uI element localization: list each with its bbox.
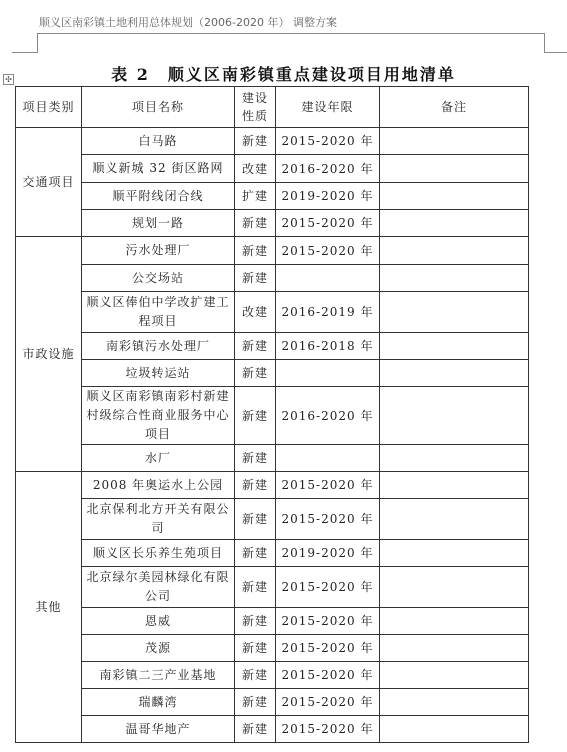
period-cell: 2016-2018 年 (276, 333, 380, 360)
table-row (16, 499, 529, 540)
table-row (16, 472, 529, 499)
col-header-nature: 建设性质 (235, 87, 276, 128)
nature-cell: 新建 (235, 540, 276, 567)
name-cell: 顺义区南彩镇南彩村新建村级综合性商业服务中心项目 (82, 387, 235, 445)
category-cell: 其他 (16, 472, 82, 743)
name-cell: 顺义区长乐养生苑项目 (82, 540, 235, 567)
period-cell: 2016-2019 年 (276, 292, 380, 333)
table-row (16, 716, 529, 743)
name-cell: 恩威 (82, 608, 235, 635)
name-cell: 规划一路 (82, 210, 235, 237)
name-cell: 顺平附线闭合线 (82, 183, 235, 210)
nature-cell: 新建 (235, 265, 276, 292)
name-cell: 瑞麟湾 (82, 689, 235, 716)
note-cell (380, 567, 529, 608)
name-cell: 白马路 (82, 128, 235, 155)
nature-cell: 新建 (235, 210, 276, 237)
table-row (16, 333, 529, 360)
period-cell: 2015-2020 年 (276, 210, 380, 237)
col-header-period: 建设年限 (276, 87, 380, 128)
note-cell (380, 662, 529, 689)
note-cell (380, 265, 529, 292)
note-cell (380, 472, 529, 499)
period-cell: 2016-2020 年 (276, 155, 380, 183)
col-header-name: 项目名称 (82, 87, 235, 128)
period-cell: 2015-2020 年 (276, 472, 380, 499)
move-anchor-icon[interactable]: ✣ (3, 74, 14, 85)
crop-mark-right (544, 33, 567, 53)
name-cell: 垃圾转运站 (82, 360, 235, 387)
nature-cell: 新建 (235, 716, 276, 743)
table-row (16, 360, 529, 387)
table-header-row (16, 87, 529, 128)
name-cell: 顺义区俸伯中学改扩建工程项目 (82, 292, 235, 333)
period-cell: 2019-2020 年 (276, 183, 380, 210)
col-header-category: 项目类别 (16, 87, 82, 128)
table-row (16, 608, 529, 635)
note-cell (380, 540, 529, 567)
note-cell (380, 128, 529, 155)
name-cell: 北京保利北方开关有限公司 (82, 499, 235, 540)
period-cell: 2016-2020 年 (276, 387, 380, 445)
note-cell (380, 237, 529, 265)
nature-cell: 扩建 (235, 183, 276, 210)
category-cell: 交通项目 (16, 128, 82, 237)
note-cell (380, 445, 529, 472)
nature-cell: 新建 (235, 567, 276, 608)
period-cell: 2015-2020 年 (276, 237, 380, 265)
nature-cell: 新建 (235, 499, 276, 540)
table-row (16, 445, 529, 472)
crop-mark-left (12, 33, 38, 53)
name-cell: 污水处理厂 (82, 237, 235, 265)
header-rule (37, 33, 545, 34)
period-cell: 2015-2020 年 (276, 567, 380, 608)
category-cell: 市政设施 (16, 237, 82, 472)
name-cell: 南彩镇污水处理厂 (82, 333, 235, 360)
running-header: 顺义区南彩镇土地利用总体规划（2006-2020 年） 调整方案 (39, 16, 337, 29)
note-cell (380, 499, 529, 540)
table-row (16, 155, 529, 183)
table-row (16, 567, 529, 608)
nature-cell: 新建 (235, 387, 276, 445)
name-cell: 顺义新城 32 街区路网 (82, 155, 235, 183)
note-cell (380, 183, 529, 210)
nature-cell: 新建 (235, 662, 276, 689)
name-cell: 水厂 (82, 445, 235, 472)
period-cell: 2015-2020 年 (276, 716, 380, 743)
period-cell: 2015-2020 年 (276, 499, 380, 540)
period-cell: 2015-2020 年 (276, 608, 380, 635)
note-cell (380, 689, 529, 716)
name-cell: 2008 年奥运水上公园 (82, 472, 235, 499)
nature-cell: 新建 (235, 472, 276, 499)
note-cell (380, 333, 529, 360)
table-row (16, 540, 529, 567)
nature-cell: 新建 (235, 237, 276, 265)
period-cell: 2015-2020 年 (276, 662, 380, 689)
name-cell: 茂源 (82, 635, 235, 662)
note-cell (380, 360, 529, 387)
table-row (16, 265, 529, 292)
period-cell (276, 265, 380, 292)
period-cell (276, 360, 380, 387)
nature-cell: 改建 (235, 155, 276, 183)
name-cell: 北京绿尔美园林绿化有限公司 (82, 567, 235, 608)
nature-cell: 新建 (235, 445, 276, 472)
period-cell: 2015-2020 年 (276, 128, 380, 155)
table-row (16, 292, 529, 333)
period-cell: 2015-2020 年 (276, 689, 380, 716)
nature-cell: 新建 (235, 360, 276, 387)
nature-cell: 改建 (235, 292, 276, 333)
table-row (16, 635, 529, 662)
note-cell (380, 292, 529, 333)
nature-cell: 新建 (235, 608, 276, 635)
table-row (16, 237, 529, 265)
table-row (16, 183, 529, 210)
note-cell (380, 635, 529, 662)
note-cell (380, 387, 529, 445)
table-title: 表 2 顺义区南彩镇重点建设项目用地清单 (111, 65, 456, 84)
col-header-note: 备注 (380, 87, 529, 128)
period-cell (276, 445, 380, 472)
table-row (16, 128, 529, 155)
note-cell (380, 210, 529, 237)
nature-cell: 新建 (235, 689, 276, 716)
table-row (16, 210, 529, 237)
nature-cell: 新建 (235, 635, 276, 662)
note-cell (380, 155, 529, 183)
project-table (15, 86, 529, 743)
nature-cell: 新建 (235, 333, 276, 360)
table-row (16, 387, 529, 445)
period-cell: 2015-2020 年 (276, 635, 380, 662)
table-body (16, 128, 529, 743)
nature-cell: 新建 (235, 128, 276, 155)
note-cell (380, 608, 529, 635)
name-cell: 南彩镇二三产业基地 (82, 662, 235, 689)
table-row (16, 689, 529, 716)
table-row (16, 662, 529, 689)
note-cell (380, 716, 529, 743)
name-cell: 公交场站 (82, 265, 235, 292)
name-cell: 温哥华地产 (82, 716, 235, 743)
period-cell: 2019-2020 年 (276, 540, 380, 567)
